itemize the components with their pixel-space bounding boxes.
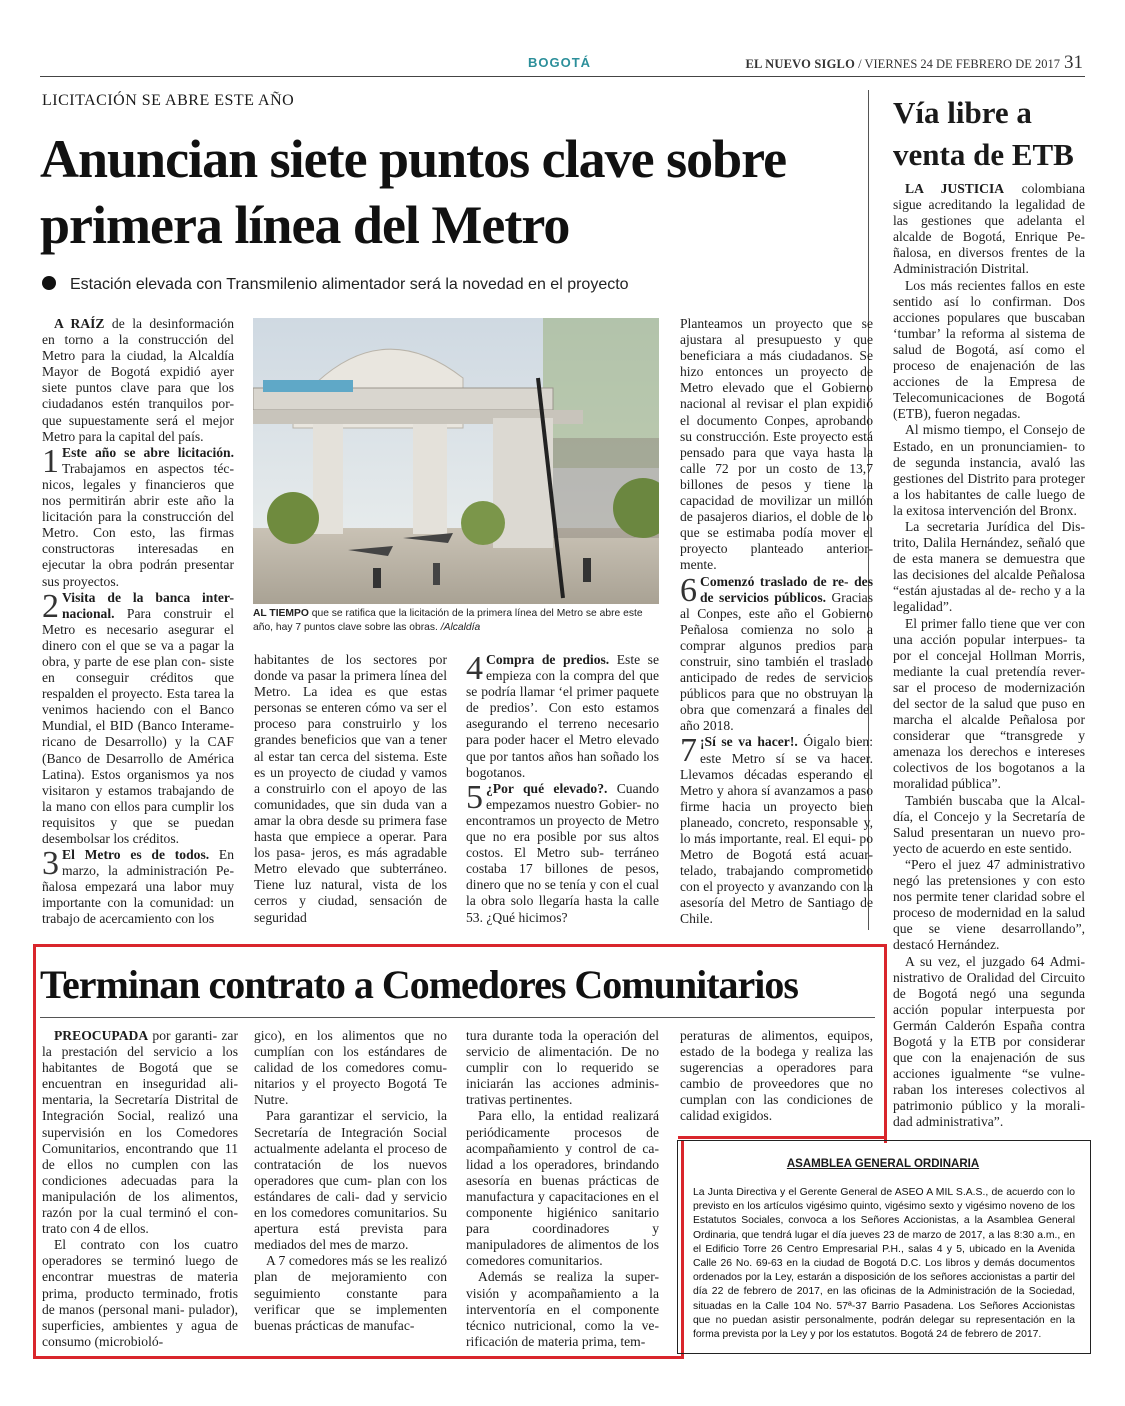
header-rule — [40, 76, 1085, 77]
story2-column-4 — [680, 1028, 873, 1125]
paragraph: A su vez, el juzgado 64 Admi- nistrativo de Oralidad del Circuito de Bogotá negó una segunda acción popular interpuesta por Germán Calderón España contra Bogotá y la ETB por considerar que con la enajenación de sus acciones igualmente “se vulne- raban los intereses colectivos al patrimonio público y la morali- dad administrativa”. — [893, 953, 1085, 1130]
point-title: Visita de la banca inter- nacional. — [62, 589, 234, 621]
issue-date: / VIERNES 24 DE FEBRERO DE 2017 — [855, 57, 1060, 71]
bullet-icon — [42, 276, 56, 290]
point-5 — [466, 778, 659, 926]
sidebar-headline: Vía libre a venta de ETB — [893, 95, 1074, 172]
point-number: 5 — [466, 778, 483, 816]
paragraph: colombiana sigue acreditando la legalidad de las gestiones que adelanta el alcalde de Bogotá, Enrique Pe- ñalosa, en diversos frentes de la Administración Distrital. — [893, 181, 1085, 277]
point-4 — [466, 652, 659, 781]
main-column-2 — [254, 652, 447, 926]
lead-in: LA JUSTICIA — [905, 181, 1005, 196]
point-number: 7 — [680, 732, 697, 770]
headline-rule — [40, 1017, 875, 1018]
lead-in: PREOCUPADA — [54, 1028, 149, 1043]
paragraph: peraturas de alimentos, equipos, estado de la bodega y realiza las sugerencias a operadores para cambio de proveedores que no cumplan con las condiciones de calidad exigidos. — [680, 1028, 873, 1124]
page-header — [745, 52, 1083, 74]
story2-column-2 — [254, 1028, 447, 1334]
point-number: 1 — [42, 442, 59, 480]
main-column-3 — [466, 652, 659, 926]
story2-column-3 — [466, 1028, 659, 1350]
point-number: 3 — [42, 845, 59, 883]
point-text: Este se empieza con la compra del que se podría llamar ‘el primer paquete de predios’. Con esto estamos asegurando el terreno necesario para poder hacer el Metro elevado que por tantos años han soñado los bogotanos. — [466, 652, 659, 780]
column-text: Planteamos un proyecto que se ajustara al presupuesto y que beneficiara a más ciudadanos. Se hizo entonces un proyecto de Metro elevado que el Gobierno nacional al revisar el plan expidió el documento Conpes, aprobando su construcción. Este proyecto está pensado para que vaya hasta la calle 72 por un costo de 13,7 billones de pesos y tiene la capacidad de movilizar un millón de pasajeros diarios, el doble de lo que se estimaba podía mover el proyecto planteado anterior- mente. — [680, 316, 873, 573]
subheadline — [42, 276, 629, 294]
point-7 — [680, 734, 873, 927]
paragraph: tura durante toda la operación del servicio de alimentación. De no cumplir con lo requerido se iniciarán las acciones adminis- trativas pertinentes. — [466, 1028, 659, 1108]
kicker: LICITACIÓN SE ABRE ESTE AÑO — [42, 92, 295, 109]
point-text: En marzo, la administración Pe- ñalosa empezará una labor muy importante con la comunidad: un trabajo de acercamiento con los — [42, 847, 234, 927]
paragraph: El primer fallo tiene que ver con una acción popular interpues- ta por el concejal Hollman Morris, mediante la cual pretendía rever- sar el proceso de modernización del sector de la salud que puso en marcha el alcalde Peñalosa por considerar que “transgrede y amenaza los derechos e intereses colectivos de los bogotanos a la moralidad pública”. — [893, 615, 1085, 792]
notice-title: ASAMBLEA GENERAL ORDINARIA — [786, 1158, 980, 1170]
page-number: 31 — [1064, 52, 1083, 73]
sidebar-column — [893, 181, 1085, 1131]
newspaper-name: EL NUEVO SIGLO — [745, 57, 855, 71]
photo-credit: /Alcaldía — [440, 622, 481, 633]
paragraph: gico), en los alimentos que no cumplían con los estándares de calidad de los comedores comu- nitarios y el proyecto Bogotá Te Nutre. — [254, 1028, 447, 1108]
main-column-1 — [42, 316, 234, 928]
metro-rendering-photo — [253, 318, 659, 604]
paragraph: La secretaria Jurídica del Dis- trito, Dalila Hernández, señaló que de esta manera se demuestra que las decisiones del alcalde Peñalosa “están ajustadas al de- recho y a la legalidad”. — [893, 518, 1085, 615]
point-text: Para construir el Metro es necesario asegurar el dinero con el que se va a pagar la obra, y parte de ese plan con- siste en conseguir créditos que respalden el proyecto. Esta tarea la venimos haciendo con el Banco Mundial, el BID (Banco Interame- ricano de Desarrollo) y la CAF (Banco de Desarrollo de América Latina). Estos organismos ya nos visitaron y estamos trabajando de la mano con ellos para cumplir los requisitos y que se puedan desembolsar los créditos. — [42, 605, 234, 846]
paragraph: Además se realiza la super- visión y acompañamiento a la interventoría en el componente técnico nutricional, como la ve- rificación de materia prima, tem- — [466, 1269, 659, 1349]
caption-text: que se ratifica que la licitación de la primera línea del Metro se abre este año, hay 7 puntos clave sobre las obras. — [253, 608, 643, 633]
point-title: ¡Sí se va hacer!. — [700, 734, 798, 750]
point-text: Trabajamos en aspectos téc- nicos, legales y financieros que nos permitirán abrir este año la licitación para la construcción del Metro. Con esto, las firmas constructoras interesadas en ejecutar la obra podrán presentar sus proyectos. — [42, 460, 234, 589]
point-title: Este año se abre licitación. — [62, 444, 234, 460]
photo-caption — [253, 607, 659, 635]
second-headline: Terminan contrato a Comedores Comunitarios — [40, 962, 798, 1007]
point-text: Gracias al Conpes, este año el Gobierno Peñalosa comienza no solo a comprar algunos predios para construir, sino también el traslado anticipado de redes de servicios públicos para que no obstruyan la obra que comenzará a finales del año 2018. — [680, 589, 873, 734]
main-column-4 — [680, 316, 873, 928]
highlight-box-step — [678, 1136, 884, 1139]
story2-column-1 — [42, 1028, 238, 1350]
point-number: 4 — [466, 650, 483, 687]
paragraph: A 7 comedores más se les realizó plan de mejoramiento con seguimiento constante para verificar que se implementen buenas prácticas de manufac- — [254, 1253, 447, 1333]
point-title: ¿Por qué elevado?. — [486, 780, 608, 796]
point-text: Óigalo bien: este Metro sí se va hacer. Llevamos décadas esperando el Metro y ahora sí avanzamos a paso firme hacia un proyecto bien planeado, concreto, responsable y, lo más importante, real. El equi- po Metro de Bogotá está acuar- telado, trabajando comprometido con el proyecto y avanzando con la asesoría del Metro de Santiago de Chile. — [680, 734, 873, 927]
paragraph: Al mismo tiempo, el Consejo de Estado, en un pronunciamien- to de segunda instancia, avaló las gestiones del Distrito para proteger a los habitantes de calle luego de la exitosa intervención del Bronx. — [893, 422, 1085, 518]
point-number: 2 — [42, 587, 59, 625]
paragraph: Los más recientes fallos en este sentido así lo confirman. Dos acciones populares que buscaban ‘tumbar’ la reforma al sistema de salud de Bogotá, así como el proceso de enajenación de las acciones de la Empresa de Telecomunicaciones de Bogotá (ETB), fueron negadas. — [893, 277, 1085, 422]
point-1 — [42, 442, 234, 590]
point-title: Comenzó traslado de re- des de servicios públicos. — [700, 573, 873, 605]
paragraph: El contrato con los cuatro operadores se terminó luego de encontrar muestras de materia prima, producto terminado, frotis de manos (personal mani- pulador), superficies, ambientes y agua de consumo (microbioló- — [42, 1237, 238, 1349]
point-number: 6 — [680, 571, 697, 609]
point-3 — [42, 847, 234, 927]
paragraph: También buscaba que la Alcal- día, el Concejo y la Secretaría de Salud presentaran un nuevo pro- yecto de acuerdo en este sentido. — [893, 792, 1085, 856]
paragraph: por garanti- zar la prestación del servicio a los habitantes de Bogotá que se encuentran en inseguridad ali- mentaria, la Secretaría Distrital de Integración Social, realizó una supervisión en los Comedores Comunitarios, encontrando que 11 de ellos no cumplen con las condiciones adecuadas para la manipulación de los alimentos, razón por la cual terminó el con- trato con 4 de ellos. — [42, 1028, 238, 1237]
subheadline-text: Estación elevada con Transmilenio alimentador será la novedad en el proyecto — [70, 276, 629, 293]
column-text: habitantes de los sectores por donde va pasar la primera línea del Metro. La idea es que estas personas se enteren cómo va ser el proceso para construirlo y los grandes beneficios que van a tener al estar tan cerca del sistema. Este es un proyecto de ciudad y vamos a construirlo con el apoyo de las comunidades, que sin duda van a amar la obra desde su primera fase hasta que empiece a operar. Para los pasa- jeros, es más agradable Metro elevado que subterráneo. Tiene luz natural, vista de los cerros y ciudad, sensación de seguridad — [254, 652, 447, 925]
section-label: BOGOTÁ — [528, 55, 592, 70]
caption-lead: AL TIEMPO — [253, 608, 309, 619]
intro-text: de la desinformación en torno a la construcción del Metro para la ciudad, la Alcaldía Mayor de Bogotá expidió ayer siete puntos clave para que los ciudadanos estén tranquilos por- que supuestamente será el mejor Metro para la capital del país. — [42, 316, 234, 444]
paragraph: “Pero el juez 47 administrativo negó las pretensiones y con esto nos permite tener claridad sobre el proceso de modernidad en la salud que se viene desarrollando”, destacó Hernández. — [893, 856, 1085, 953]
paragraph: Para ello, la entidad realizará periódicamente procesos de acompañamiento y control de ca- lidad a los operadores, brindando asesoría en buenas prácticas de manufactura y capacitaciones en el componente higiénico sanitario para coordinadores y manipuladores de alimentos de los comedores comunitarios. — [466, 1108, 659, 1269]
point-6 — [680, 571, 873, 735]
point-title: Compra de predios. — [486, 652, 610, 667]
notice-body: La Junta Directiva y el Gerente General de ASEO A MIL S.A.S., de acuerdo con lo previsto en los artículos vigésimo quinto, vigésimo sexto y vigésimo noveno de los Estatutos Sociales, convoca a los Señores Accionistas, a la Asamblea General Ordinaria, que tendrá lugar el día jueves 23 de marzo de 2017, a las 8:30 a.m., en el Edificio Torre 26 Centro Empresarial P.H., salas 4 y 5, ubicado en la Avenida Calle 26 No. 69-63 en la ciudad de Bogotá D.C. Los libros y demás documentos ordenados por la Ley, estarán a disposición de los señores accionistas a partir del día 22 de febrero de 2017, en las oficinas de la Administración de la Sociedad, situadas en la Calle 104 No. 57ª-37 Barrio Pasadena. Los Señores Accionistas que no puedan asistir personalmente, podrán delegar su representación en la forma prevista por la Ley y por los estatutos. Bogotá 24 de febrero de 2017. — [693, 1187, 1075, 1341]
point-2 — [42, 587, 234, 848]
point-title: El Metro es de todos. — [62, 847, 210, 863]
paragraph: Para garantizar el servicio, la Secretaría de Integración Social actualmente adelanta el proceso de contratación de los nuevos operadores que cum- plan con los estándares de cali- dad y servicio en los comedores comunitarios. Su apertura está prevista para mediados del mes de marzo. — [254, 1108, 447, 1253]
lead-in: A RAÍZ — [54, 316, 105, 331]
main-headline: Anuncian siete puntos clave sobre primera línea del Metro — [40, 129, 787, 255]
point-text: Cuando empezamos nuestro Gobier- no encontramos un proyecto de Metro que no era posible por sus altos costos. El Metro sub- terráneo costaba 17 billones de pesos, dinero que no se tenía y con el cual la obra solo llegaría hasta la calle 53. ¿Qué hicimos? — [466, 780, 659, 925]
